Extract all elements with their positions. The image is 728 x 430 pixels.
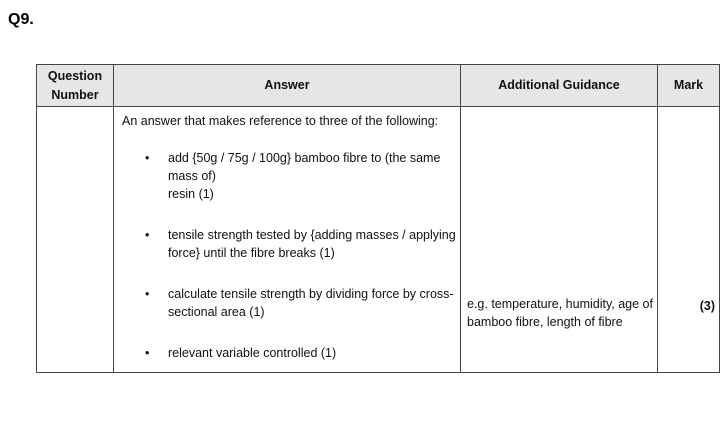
answer-point-text: tensile strength tested by {adding masses / applying force} until the fibre breaks (1): [168, 228, 456, 260]
answer-point: [122, 149, 460, 203]
header-additional-guidance: Additional Guidance: [461, 65, 658, 107]
guidance-cell: e.g. temperature, humidity, age of bamboo fibre, length of fibre: [461, 107, 658, 373]
answer-point-text: add {50g / 75g / 100g} bamboo fibre to (the same mass of): [168, 151, 441, 183]
bullet-icon: •: [145, 151, 150, 165]
mark-cell: (3): [658, 107, 720, 373]
mark-scheme-table: [36, 64, 720, 373]
answer-point-text: resin (1): [168, 187, 214, 201]
answer-intro: An answer that makes reference to three of the following:: [122, 114, 439, 128]
answer-point-text: calculate tensile strength by dividing force by cross-sectional area (1): [168, 287, 454, 319]
question-number-cell: [37, 107, 114, 373]
answer-point: [122, 344, 460, 362]
header-row: [37, 65, 720, 107]
header-mark: Mark: [658, 65, 720, 107]
bullet-icon: •: [145, 228, 150, 242]
answer-point: [122, 226, 460, 262]
answer-row: [37, 107, 720, 373]
bullet-icon: •: [145, 287, 150, 301]
bullet-icon: •: [145, 346, 150, 360]
answer-cell: [114, 107, 461, 373]
answer-points: [122, 149, 460, 362]
answer-point-text: relevant variable controlled (1): [168, 346, 337, 360]
header-question-number: Question Number: [37, 65, 114, 107]
answer-point: [122, 285, 460, 321]
header-answer: Answer: [114, 65, 461, 107]
question-label: Q9.: [8, 11, 34, 28]
